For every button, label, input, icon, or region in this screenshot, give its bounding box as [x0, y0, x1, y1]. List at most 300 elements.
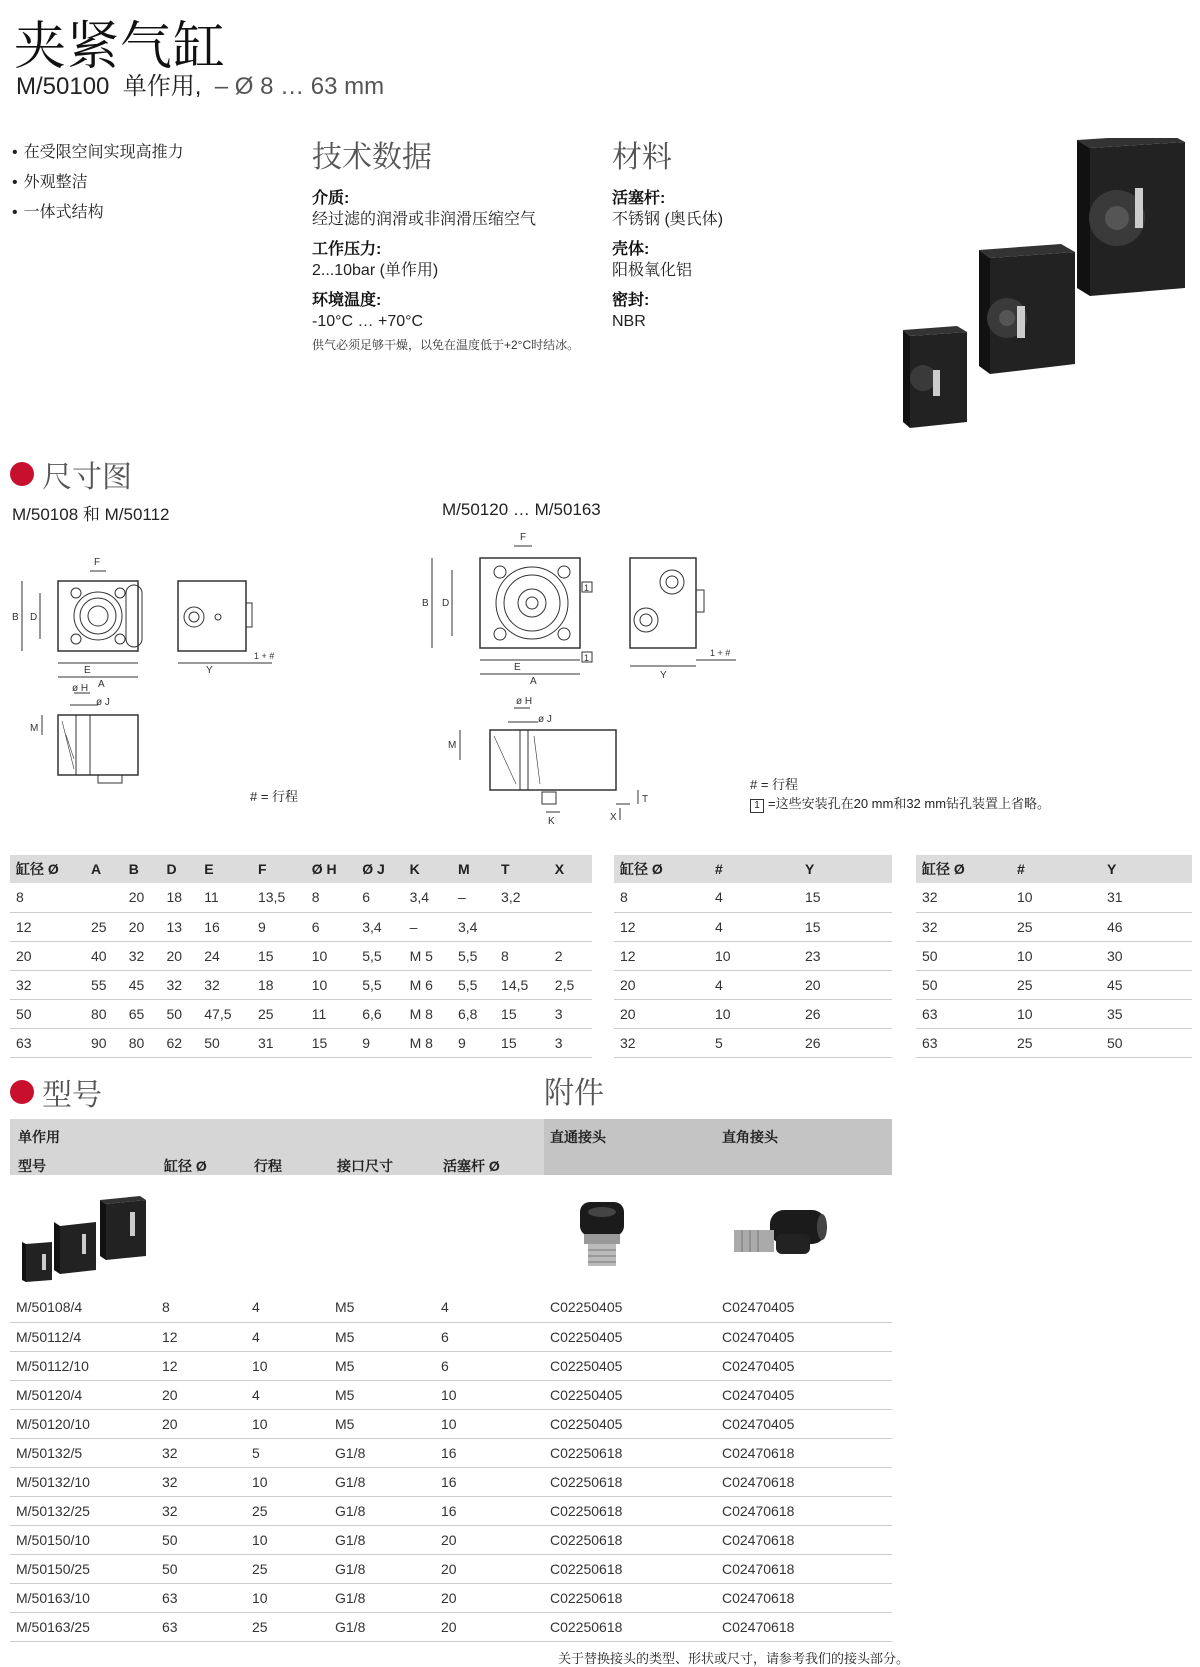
table-cell: M5 — [329, 1409, 435, 1438]
table-cell: C02250405 — [544, 1409, 716, 1438]
spec-value: -10°C … +70°C — [312, 313, 424, 330]
table-cell: 4 — [246, 1293, 329, 1322]
table-cell: 10 — [435, 1380, 544, 1409]
table-row — [614, 941, 892, 970]
col-header: # — [1011, 855, 1101, 883]
table-cell: M/50112/4 — [10, 1322, 156, 1351]
stroke-table-2-body — [916, 883, 1192, 1057]
table-cell: 10 — [1011, 883, 1101, 912]
table-cell: 47,5 — [198, 999, 252, 1028]
dim-label-e: E — [514, 662, 521, 673]
table-cell: 80 — [123, 1028, 161, 1057]
models-table-body — [10, 1293, 892, 1641]
table-cell: 8 — [495, 941, 549, 970]
table-row — [10, 1583, 892, 1612]
spec-value: 2...10bar (单作用) — [312, 262, 439, 279]
table-cell: 10 — [1011, 941, 1101, 970]
table-cell: 50 — [10, 999, 85, 1028]
dim-label-t: T — [642, 794, 649, 805]
dimension-table — [10, 855, 592, 1058]
col-header: 缸径 Ø — [164, 1158, 207, 1174]
table-cell: 12 — [614, 912, 709, 941]
table-row — [10, 1496, 892, 1525]
table-cell: 18 — [252, 970, 306, 999]
table-row — [10, 883, 592, 912]
table-cell: M/50150/25 — [10, 1554, 156, 1583]
table-cell: C02250618 — [544, 1496, 716, 1525]
table-cell: 55 — [85, 970, 123, 999]
table-cell: M 8 — [404, 1028, 452, 1057]
table-cell: 3,2 — [495, 883, 549, 912]
dim-label-d: D — [30, 612, 38, 623]
table-cell: G1/8 — [329, 1525, 435, 1554]
col-header: # — [709, 855, 799, 883]
table-cell: C02250618 — [544, 1554, 716, 1583]
table-cell: M/50163/25 — [10, 1612, 156, 1641]
dim-label-a: A — [530, 676, 537, 687]
table-cell: 9 — [452, 1028, 495, 1057]
col-header: 缸径 Ø — [10, 855, 85, 883]
table-row — [916, 999, 1192, 1028]
col-header: T — [495, 855, 549, 883]
table-cell: M/50132/10 — [10, 1467, 156, 1496]
col-header: F — [252, 855, 306, 883]
drawing-large-cylinder — [420, 520, 760, 830]
table-cell: 15 — [495, 999, 549, 1028]
col-header: X — [549, 855, 592, 883]
table-row — [10, 1554, 892, 1583]
dim-label-stroke: 1 + # — [254, 651, 275, 661]
red-dot-icon — [10, 1080, 34, 1104]
table-row — [916, 883, 1192, 912]
table-cell: 20 — [799, 970, 892, 999]
table-cell: 62 — [161, 1028, 199, 1057]
table-cell: 6 — [306, 912, 357, 941]
table-cell: M5 — [329, 1351, 435, 1380]
legend-stroke: # = 行程 — [750, 777, 799, 792]
table-row — [10, 970, 592, 999]
table-cell: 6 — [356, 883, 403, 912]
table-row — [10, 1293, 892, 1322]
col-header: 型号 — [18, 1158, 46, 1174]
table-cell: C02470405 — [716, 1409, 892, 1438]
table-cell: 20 — [614, 970, 709, 999]
series-range: – Ø 8 … 63 mm — [214, 73, 385, 100]
table-cell: 16 — [435, 1438, 544, 1467]
table-cell: M/50150/10 — [10, 1525, 156, 1554]
table-cell: C02470618 — [716, 1467, 892, 1496]
table-cell: 32 — [198, 970, 252, 999]
table-cell: 26 — [799, 999, 892, 1028]
table-cell: 6 — [435, 1351, 544, 1380]
page-subtitle — [16, 66, 384, 101]
table-row — [10, 1351, 892, 1380]
spec-note: 供气必须足够干燥，以免在温度低于+2°C时结冰。 — [312, 338, 580, 352]
dimension-heading-text: 尺寸图 — [42, 460, 132, 495]
dim-label-b: B — [422, 598, 429, 609]
table-cell: 31 — [1101, 883, 1192, 912]
diagram-right-label: M/50120 … M/50163 — [442, 500, 601, 519]
dim-label-b: B — [12, 612, 19, 623]
table-cell: 15 — [799, 912, 892, 941]
table-cell: 30 — [1101, 941, 1192, 970]
table-cell: 15 — [495, 1028, 549, 1057]
table-cell: 90 — [85, 1028, 123, 1057]
table-cell: C02470405 — [716, 1293, 892, 1322]
feature-item: • 外观整洁 — [12, 168, 184, 198]
table-row — [916, 941, 1192, 970]
table-cell: 4 — [435, 1293, 544, 1322]
table-header-row — [614, 855, 892, 883]
accessories-footnote: 关于替换接头的类型、形状或尺寸，请参考我们的接头部分。 — [558, 1651, 910, 1666]
table-cell: 32 — [614, 1028, 709, 1057]
table-cell: 9 — [356, 1028, 403, 1057]
table-cell: 10 — [709, 999, 799, 1028]
table-cell: C02250618 — [544, 1525, 716, 1554]
table-cell: 8 — [156, 1293, 246, 1322]
table-cell: C02250405 — [544, 1293, 716, 1322]
col-header: Ø J — [356, 855, 403, 883]
table-cell: 15 — [799, 883, 892, 912]
table-cell: 32 — [10, 970, 85, 999]
table-cell: 5,5 — [356, 941, 403, 970]
table-cell: M5 — [329, 1322, 435, 1351]
table-cell: 5 — [709, 1028, 799, 1057]
table-cell: 5,5 — [452, 941, 495, 970]
table-header-row — [916, 855, 1192, 883]
dim-label-j: ø J — [96, 697, 110, 708]
table-cell: 25 — [1011, 970, 1101, 999]
table-cell: 12 — [10, 912, 85, 941]
table-cell: 50 — [1101, 1028, 1192, 1057]
table-cell: 8 — [10, 883, 85, 912]
legend-mounting-text: =这些安装孔在20 mm和32 mm钻孔装置上省略。 — [768, 796, 1051, 811]
table-row — [916, 1028, 1192, 1057]
product-photo — [895, 138, 1195, 438]
dim-label-stroke: 1 + # — [710, 648, 731, 658]
col-header: E — [198, 855, 252, 883]
straight-fitting-photo — [562, 1198, 642, 1278]
table-cell: C02470618 — [716, 1583, 892, 1612]
table-header-row — [10, 855, 592, 883]
table-cell: 10 — [246, 1351, 329, 1380]
table-cell: 10 — [246, 1409, 329, 1438]
table-cell — [85, 883, 123, 912]
table-cell: 50 — [916, 941, 1011, 970]
spec-label: 壳体: — [612, 241, 650, 258]
table-cell: 6 — [435, 1322, 544, 1351]
spec-value: 阳极氧化铝 — [612, 262, 693, 279]
box-marker: 1 — [750, 799, 764, 813]
spec-label: 环境温度: — [312, 292, 382, 309]
table-cell: M/50132/25 — [10, 1496, 156, 1525]
series-type: 单作用, — [122, 73, 202, 100]
table-cell: G1/8 — [329, 1554, 435, 1583]
table-cell: 10 — [246, 1525, 329, 1554]
table-cell: 20 — [435, 1554, 544, 1583]
table-cell: M 8 — [404, 999, 452, 1028]
material-section — [612, 132, 832, 341]
table-row — [614, 970, 892, 999]
table-cell: 20 — [10, 941, 85, 970]
table-cell: 16 — [435, 1496, 544, 1525]
table-cell: M/50132/5 — [10, 1438, 156, 1467]
table-cell: 32 — [156, 1496, 246, 1525]
table-cell: 25 — [252, 999, 306, 1028]
table-cell: C02250618 — [544, 1583, 716, 1612]
table-cell: C02250618 — [544, 1612, 716, 1641]
dim-label-j: ø J — [538, 714, 552, 725]
col-header: B — [123, 855, 161, 883]
spec-value: 经过滤的润滑或非润滑压缩空气 — [312, 211, 537, 228]
cylinder-group-photo — [20, 1196, 150, 1286]
table-cell: – — [452, 883, 495, 912]
table-cell: 13,5 — [252, 883, 306, 912]
table-row — [10, 1409, 892, 1438]
dimension-heading — [10, 452, 132, 496]
table-cell: C02470618 — [716, 1438, 892, 1467]
table-cell: 3,4 — [452, 912, 495, 941]
table-cell: 20 — [156, 1380, 246, 1409]
spec-value: 不锈钢 (奥氏体) — [612, 211, 724, 228]
table-row — [10, 999, 592, 1028]
table-cell: 2 — [549, 941, 592, 970]
table-cell: 9 — [252, 912, 306, 941]
table-cell: 4 — [709, 912, 799, 941]
stroke-note-left: # = 行程 — [250, 789, 299, 804]
table-cell: 11 — [198, 883, 252, 912]
col-header: M — [452, 855, 495, 883]
dim-label-d: D — [442, 598, 450, 609]
table-cell: 63 — [156, 1583, 246, 1612]
table-row — [614, 883, 892, 912]
table-cell: 5,5 — [452, 970, 495, 999]
table-cell: 12 — [156, 1351, 246, 1380]
table-cell: 63 — [156, 1612, 246, 1641]
accessories-heading: 附件 — [544, 1076, 604, 1111]
col-header: 缸径 Ø — [916, 855, 1011, 883]
table-row — [10, 1467, 892, 1496]
models-heading — [10, 1070, 102, 1114]
table-cell: 3 — [549, 999, 592, 1028]
table-cell: 3,4 — [404, 883, 452, 912]
col-header: 直角接头 — [722, 1129, 778, 1145]
stroke-table-1-body — [614, 883, 892, 1057]
table-cell: 25 — [1011, 1028, 1101, 1057]
mount-hole-marker: 1 — [584, 583, 590, 593]
table-row — [10, 912, 592, 941]
table-cell: 23 — [799, 941, 892, 970]
table-cell: 45 — [123, 970, 161, 999]
table-cell: M 5 — [404, 941, 452, 970]
stroke-table-2 — [916, 855, 1192, 1058]
table-cell: 31 — [252, 1028, 306, 1057]
page-title: 夹紧气缸 — [14, 17, 227, 77]
table-cell: C02470618 — [716, 1612, 892, 1641]
table-cell: C02250405 — [544, 1351, 716, 1380]
col-header: 行程 — [254, 1158, 282, 1174]
table-cell: 5,5 — [356, 970, 403, 999]
dim-label-h: ø H — [516, 696, 533, 707]
table-cell: 63 — [916, 1028, 1011, 1057]
dim-label-x: X — [610, 812, 617, 823]
table-cell: 20 — [123, 883, 161, 912]
table-cell: 25 — [246, 1612, 329, 1641]
col-header: Ø H — [306, 855, 357, 883]
table-cell: M/50120/10 — [10, 1409, 156, 1438]
table-cell: 10 — [435, 1409, 544, 1438]
col-header: 接口尺寸 — [337, 1158, 393, 1174]
col-header: Y — [799, 855, 892, 883]
table-cell: 12 — [614, 941, 709, 970]
table-cell: M 6 — [404, 970, 452, 999]
table-row — [916, 970, 1192, 999]
table-cell: 6,6 — [356, 999, 403, 1028]
table-row — [10, 1028, 592, 1057]
table-cell: G1/8 — [329, 1438, 435, 1467]
material-heading: 材料 — [612, 140, 672, 175]
dim-label-y: Y — [206, 665, 213, 676]
table-cell: 10 — [246, 1583, 329, 1612]
table-cell: C02470405 — [716, 1322, 892, 1351]
table-cell: 20 — [435, 1525, 544, 1554]
table-cell: 32 — [916, 912, 1011, 941]
table-row — [10, 1322, 892, 1351]
table-cell: 40 — [85, 941, 123, 970]
dim-label-m: M — [448, 740, 457, 751]
table-cell: 20 — [435, 1612, 544, 1641]
table-cell: 11 — [306, 999, 357, 1028]
tech-heading: 技术数据 — [312, 140, 432, 175]
table-cell: M/50112/10 — [10, 1351, 156, 1380]
table-cell: 4 — [709, 883, 799, 912]
table-cell: 8 — [306, 883, 357, 912]
table-cell — [549, 912, 592, 941]
table-cell: 3,4 — [356, 912, 403, 941]
table-cell: 15 — [306, 1028, 357, 1057]
table-cell: M/50163/10 — [10, 1583, 156, 1612]
table-cell: 18 — [161, 883, 199, 912]
table-cell: G1/8 — [329, 1467, 435, 1496]
stroke-table-1 — [614, 855, 892, 1058]
table-cell: 63 — [10, 1028, 85, 1057]
table-cell: 25 — [1011, 912, 1101, 941]
table-cell: C02250405 — [544, 1322, 716, 1351]
dimension-table-body — [10, 883, 592, 1057]
spec-value: NBR — [612, 313, 646, 330]
models-table — [10, 1293, 892, 1642]
table-cell: 16 — [435, 1467, 544, 1496]
table-cell: C02250618 — [544, 1467, 716, 1496]
table-cell: 16 — [198, 912, 252, 941]
table-cell: 46 — [1101, 912, 1192, 941]
table-cell: C02470618 — [716, 1554, 892, 1583]
table-cell: M5 — [329, 1293, 435, 1322]
table-row — [10, 1380, 892, 1409]
table-cell — [495, 912, 549, 941]
table-cell: 6,8 — [452, 999, 495, 1028]
table-cell: 4 — [246, 1380, 329, 1409]
diagram-left-label: M/50108 和 M/50112 — [12, 505, 170, 524]
table-cell: 20 — [435, 1583, 544, 1612]
spec-label: 工作压力: — [312, 241, 382, 258]
table-cell: 24 — [198, 941, 252, 970]
table-cell: 65 — [123, 999, 161, 1028]
spec-label: 密封: — [612, 292, 650, 309]
table-cell: C02250618 — [544, 1438, 716, 1467]
red-dot-icon — [10, 462, 34, 486]
dim-label-f: F — [520, 532, 527, 543]
table-cell: 10 — [246, 1467, 329, 1496]
table-cell: G1/8 — [329, 1612, 435, 1641]
table-cell: 20 — [123, 912, 161, 941]
feature-list — [12, 138, 184, 228]
table-cell: 4 — [246, 1322, 329, 1351]
table-row — [916, 912, 1192, 941]
dim-label-a: A — [98, 679, 105, 690]
table-cell: C02470405 — [716, 1380, 892, 1409]
table-cell: M/50108/4 — [10, 1293, 156, 1322]
table-cell: 20 — [614, 999, 709, 1028]
dim-label-k: K — [548, 816, 555, 827]
table-cell: 20 — [156, 1409, 246, 1438]
col-header: 活塞杆 Ø — [443, 1158, 500, 1174]
table-cell: M5 — [329, 1380, 435, 1409]
table-cell: 80 — [85, 999, 123, 1028]
table-cell: 3 — [549, 1028, 592, 1057]
table-cell: 4 — [709, 970, 799, 999]
elbow-fitting-photo — [730, 1200, 840, 1280]
table-cell: 32 — [916, 883, 1011, 912]
table-row — [614, 999, 892, 1028]
table-cell: 50 — [161, 999, 199, 1028]
col-header: A — [85, 855, 123, 883]
table-cell — [549, 883, 592, 912]
table-cell: 50 — [156, 1554, 246, 1583]
table-cell: 32 — [161, 970, 199, 999]
col-header: 直通接头 — [550, 1129, 606, 1145]
table-cell: 26 — [799, 1028, 892, 1057]
table-row — [10, 941, 592, 970]
table-cell: C02470618 — [716, 1525, 892, 1554]
table-cell: 25 — [246, 1554, 329, 1583]
table-cell: 2,5 — [549, 970, 592, 999]
legend-mounting — [750, 793, 1050, 813]
spec-label: 介质: — [312, 190, 350, 207]
table-cell: 13 — [161, 912, 199, 941]
table-cell: 32 — [156, 1438, 246, 1467]
table-cell: 50 — [156, 1525, 246, 1554]
table-cell: 5 — [246, 1438, 329, 1467]
table-row — [10, 1525, 892, 1554]
series-model: M/50100 — [16, 73, 110, 100]
spec-label: 活塞杆: — [612, 190, 666, 207]
group-label: 单作用 — [18, 1129, 60, 1145]
table-cell: C02250405 — [544, 1380, 716, 1409]
table-row — [10, 1612, 892, 1641]
table-cell: 35 — [1101, 999, 1192, 1028]
table-cell: 10 — [709, 941, 799, 970]
table-cell: 50 — [916, 970, 1011, 999]
table-cell: 10 — [1011, 999, 1101, 1028]
models-heading-text: 型号 — [42, 1078, 102, 1113]
table-cell: 8 — [614, 883, 709, 912]
table-cell: 20 — [161, 941, 199, 970]
table-cell: M/50120/4 — [10, 1380, 156, 1409]
dim-label-f: F — [94, 557, 101, 568]
table-cell: 10 — [306, 970, 357, 999]
table-cell: 63 — [916, 999, 1011, 1028]
